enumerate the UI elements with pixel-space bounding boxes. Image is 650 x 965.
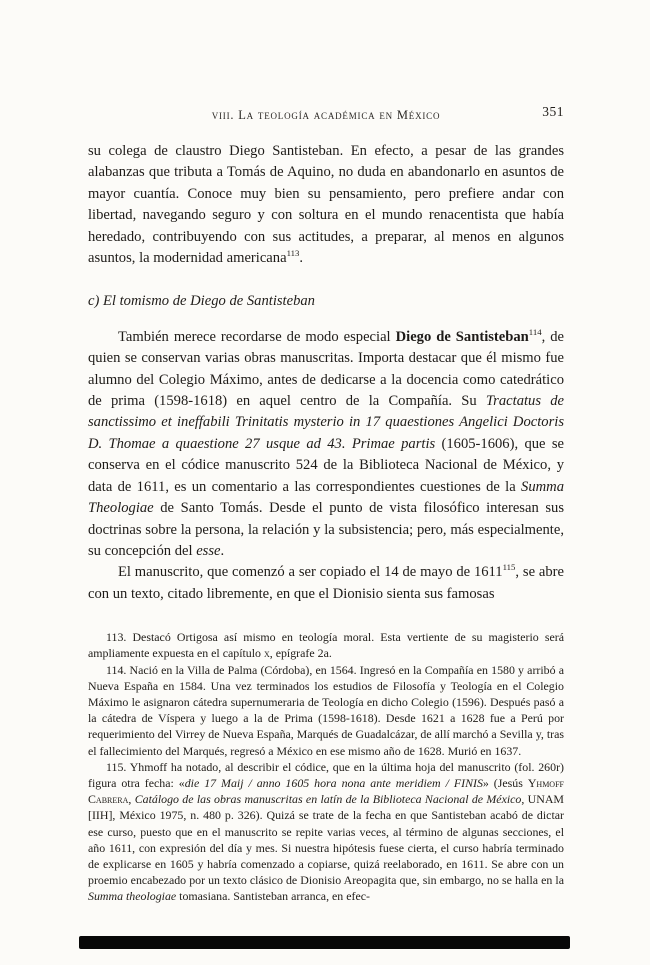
- paragraph-continuation: su colega de claustro Diego Santisteban. En efecto, a pesar de las grandes alabanzas que tributa a Tomás de Aquino, no duda en abandonarlo en asuntos de mayor cuantía. Conoce muy bien su pensamiento, pero prefiere andar con libertad, navegando seguro y con soltura en el mundo renacentista que había heredado, contribuyendo con sus actitudes, a preparar, al menos en algunos asuntos, la modernidad americana$^{113}$.: [88, 143, 564, 267]
- footnote-114: 114. Nació en la Villa de Palma (Córdoba), en 1564. Ingresó en la Compañía en 1580 y arribó a Nueva España en 1584. Una vez terminados los estudios de Filosofía y Teología en el Colegio Máximo le asignaron cátedra supernumeraria de Teología en dicho Colegio (1596). Después pasó a la cátedra de Víspera y luego a la de Prima (1598-1618). Desde 1621 a 1628 fue a Perú por requerimiento del Virrey de Nueva España, Marqués de Guadalcázar, de allí marchó a Sevilla y, tras el fallecimiento del Marqués, regresó a México en ese mismo año de 1628. Murió en 1637.: [88, 662, 564, 758]
- section-heading: c) El tomismo de Diego de Santisteban: [88, 293, 315, 310]
- paragraph-manuscript: El manuscrito, que comenzó a ser copiado el 14 de mayo de 1611$^{115}$, se abre con un texto, citado libremente, en que el Dionisio sienta sus famosas: [88, 562, 564, 602]
- chapter-running-title: viii. La teología académica en México: [211, 108, 441, 122]
- footnote-113: 113. Destacó Ortigosa así mismo en teología moral. Esta vertiente de su magisterio será ampliamente expuesta en el capítulo x, epígrafe 2a.: [88, 630, 564, 661]
- running-head: [88, 106, 564, 124]
- paragraph-santisteban: También merece recordarse de modo especial Diego de Santisteban$^{114}$, de quien se conservan varias obras manuscritas. Importa destacar que él mismo fue alumno del Colegio Máximo, antes de dedicarse a la docencia como catedrático de prima (1598-1618) en aquel centro de la Compañía. Su Tractatus de sanctissimo et ineffabili Trinitatis mysterio in 17 quaestiones Angelici Doctoris D. Thomae a quaestione 27 usque ad 43. Primae partis (1605-1606), que se conserva en el códice manuscrito 524 de la Biblioteca Nacional de México, y data de 1611, es un comentario a las correspondientes cuestiones de la Summa Theologiae de Santo Tomás. Desde el punto de vista filosófico interesan sus doctrinas sobre la persona, la relación y la subsistencia; pero, más especialmente, su concepción del esse.: [88, 326, 565, 559]
- scan-artifact-bar: [79, 936, 570, 949]
- footnote-115: 115. Yhmoff ha notado, al describir el códice, que en la última hoja del manuscrito (fol. 260r) figura otra fecha: «die 17 Maij / anno 1605 hora nona ante meridiem / FINIS» (Jesús Yhmoff Cabrera, Catálogo de las obras manuscritas en latín de la Biblioteca Nacional de México, UNAM [IIH], México 1975, n. 480 p. 326). Quizá se trate de la fecha en que Santisteban acabó de dictar ese curso, puesto que en el manuscrito se repite varias veces, al término de algunas secciones, el año 1611, con expresión del día y mes. Si nuestra hipótesis fuese cierta, el curso habría terminado de explicarse en 1605 y habría comenzado a copiarse, quizá reelaborado, en 1611. Se abre con un proemio encabezado por un texto clásico de Dionisio Areopagita que, sin embargo, no se halla en la Summa theologiae tomasiana. Santisteban arranca, en efec-: [88, 759, 565, 904]
- page-number: 351: [542, 104, 564, 119]
- footnotes-block: [88, 629, 564, 904]
